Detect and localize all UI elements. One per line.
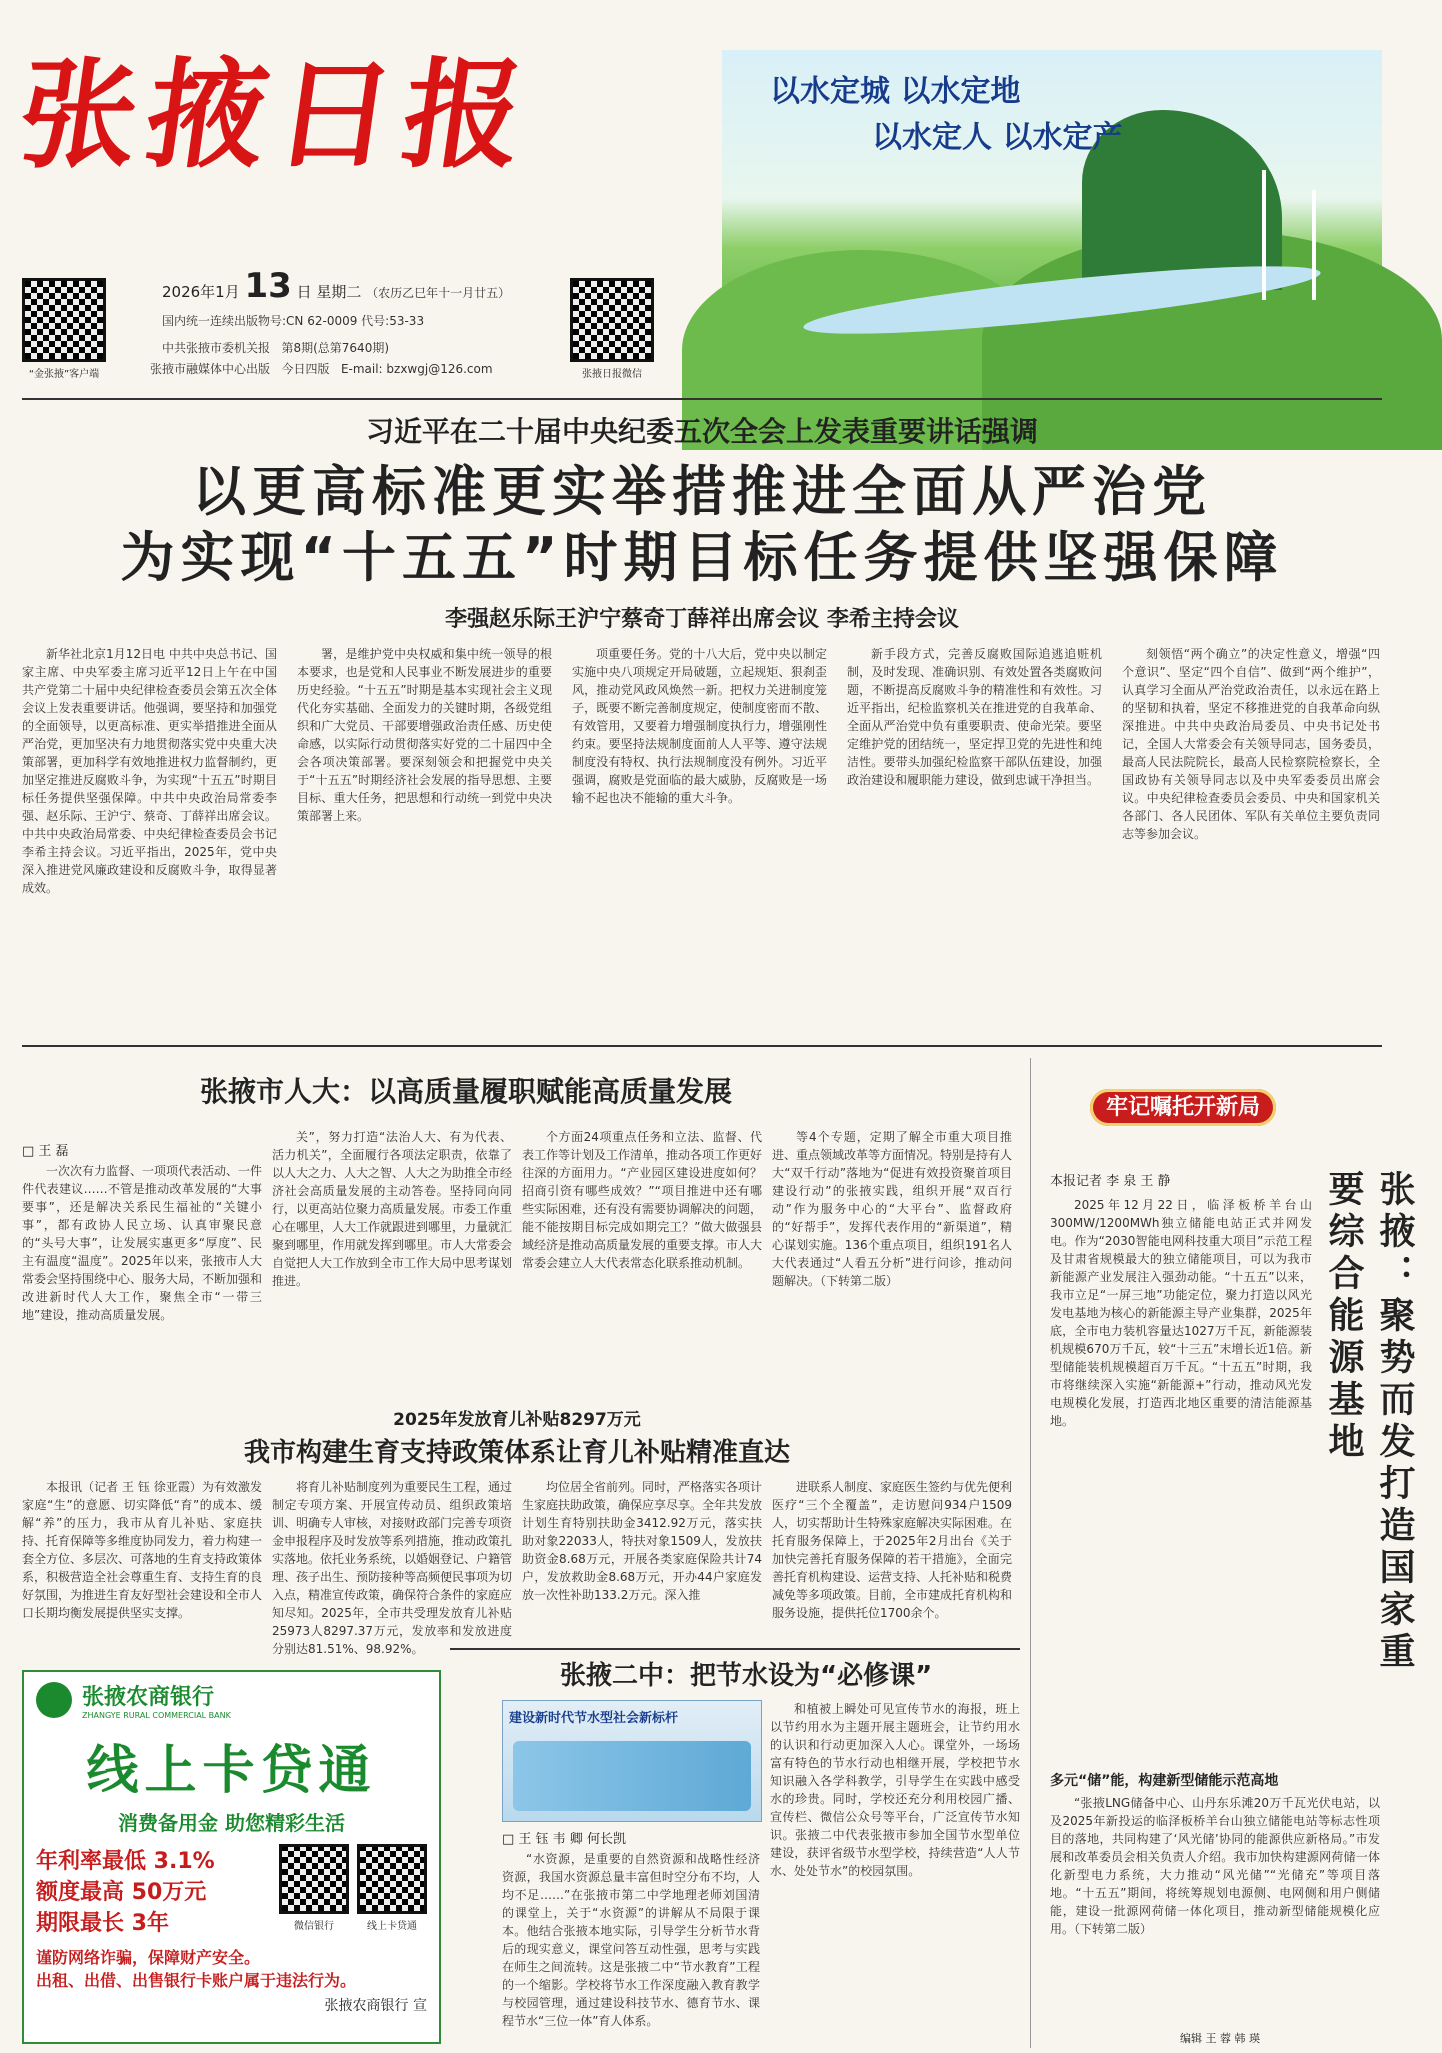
renda-column-4: 等4个专题，定期了解全市重大项目推进、重点领域改革等方面情况。特别是持有人大“双千行动”落地为“促进有效投资聚首项目建设行动”的张掖实践，组织开展“双百行动”作为服务中心的“大平台”、监督政府的“好帮手”，发挥代表作用的“新渠道”，精心谋划实施。136个重点项目，组织191名人大代表通过“人看五分析”进行问诊，推动问题解决。（下转第二版） [772, 1130, 1013, 1288]
email: E-mail: bzxwgj@126.com [340, 362, 493, 376]
banner-line1: 以水定城 以水定地 [770, 74, 1021, 109]
ad-amount: 额度最高 50万元 [36, 1880, 207, 1905]
lead-column-4: 新手段方式，完善反腐败国际追逃追赃机制，及时发现、准确识别、有效处置各类腐败问题，不断提高反腐败斗争的精准性和有效性。习近平指出，纪检监察机关在推进党的自我革命、全面从严治党中负有重要职责、使命光荣。要坚定维护党的团结统一，坚定捍卫党的先进性和纯洁性。要带头加强纪检监察干部队伍建设，加强政治建设和履职能力建设，做到忠诚干净担当。 [847, 647, 1102, 787]
renda-byline: □ 王 磊 [22, 1144, 69, 1159]
school-column-1: “水资源，是重要的自然资源和战略性经济资源，我国水资源总量丰富但时空分布不均，人均不足……”在张掖市第二中学地理老师刘国清的课堂上，关于“水资源”的讲解从不局限于课本。他结合张掖本地实际，引导学生分析节水背后的现实意义，课堂问答互动性强，思考与实践在师生之间流转。这是张掖二中“节水教育”工程的一个缩影。学校将节水工作深度融入教育教学与校园管理，通过建设科技节水、德育节水、课程节水“三位一体”育人体系。 [502, 1852, 760, 2028]
xinji-vertical-title: 张掖：聚势而发打造国家重要综合能源基地 [1323, 1170, 1415, 1674]
water-illustration [502, 1700, 762, 1822]
renda-column-1: 一次次有力监督、一项项代表活动、一件件代表建议……不管是推动改革发展的“大事要事”，还是解决关系民生福祉的“关键小事”，都有政协人民立场、认真审聚民意的“头号大事”，让发展实惠更多“厚度”、民主有温度“温度”。2025年以来，张掖市人大常委会坚持围绕中心、服务大局，不断加强和改进新时代人大工作，聚焦全市“一带三地”建设，推动高质量发展。 [22, 1164, 263, 1322]
school-column-2: 和植被上瞬处可见宣传节水的海报，班上以节约用水为主题开展主题班会，让节约用水的认识和行动更加深入人心。课堂外，一场场富有特色的节水行动也相继开展，学校把节水知识融入各学科教学，引导学生在实践中感受水的珍贵。同时，学校还充分利用校园广播、宣传栏、微信公众号等平台，广泛宣传节水知识。张掖二中代表张掖市参加全国节水型单位建设，获评省级节水型学校，持续营造“人人节水、处处节水”的校园氛围。 [770, 1702, 1020, 1878]
bank-advertisement [22, 1670, 441, 2044]
childcare-title: 我市构建生育支持政策体系让育儿补贴精准直达 [243, 1438, 790, 1468]
qr-left-label: “金张掖”客户端 [28, 369, 100, 380]
ad-footer: 张掖农商银行 宣 [324, 1998, 427, 2014]
banner-line2: 以水定人 以水定产 [872, 120, 1123, 155]
bank-logo-icon [36, 1682, 72, 1718]
ad-rate: 年利率最低 3.1% [36, 1849, 215, 1874]
water-box-label: 建设新时代节水型社会新标杆 [509, 1711, 679, 1726]
lunar-date: （农历乙巳年十一月廿五） [366, 286, 511, 300]
ad-warning-1: 谨防网络诈骗，保障财产安全。 [36, 1948, 261, 1967]
lead-title-line1: 以更高标准更实举措推进全面从严治党 [192, 460, 1212, 523]
school-title: 张掖二中：把节水设为“必修课” [560, 1661, 933, 1691]
school-byline: □ 王 钰 韦 卿 何长凯 [502, 1832, 626, 1847]
ad-product: 线上卡贷通 [86, 1741, 377, 1801]
newspaper-title: 张掖日报 [10, 45, 542, 184]
lead-column-5: 刻领悟“两个确立”的决定性意义，增强“四个意识”、坚定“四个自信”、做到“两个维护”，认真学习全面从严治党政治责任，以永远在路上的坚韧和执着，坚定不移推进党的自我革命向纵深推进。中共中央政治局委员、中央书记处书记，全国人大常委会有关领导同志，国务委员，最高人民法院院长，最高人民检察院检察长，全国政协有关领导同志以及中央军委委员出席会议。中央纪律检查委员会委员、中央和国家机关各部门、各人民团体、军队有关单位主要负责同志等参加会议。 [1122, 647, 1380, 841]
pub-number: 国内统一连续出版物号:CN 62-0009 代号:53-33 [162, 314, 425, 328]
xinji-body-2: “张掖LNG储备中心、山丹东乐滩20万千瓦光伏电站，以及2025年新投运的临泽板桥羊台山独立储能电站等标志性项目的落地，共同构建了‘风光储’协同的能源供应新格局。”市发展和改革委员会相关负责人介绍。我市加快构建源网荷储一体化新型电力系统，大力推动“风光储”“光储充”等项目落地。“十五五”期间，将统筹规划电源侧、电网侧和用户侧储能，建设一批源网荷储一体化项目，推动新型储能规模化应用。（下转第二版） [1050, 1796, 1380, 1936]
lead-column-1: 新华社北京1月12日电 中共中央总书记、国家主席、中央军委主席习近平12日上午在中国共产党第二十届中央纪律检查委员会第五次全体会议上发表重要讲话。他强调，要坚持和加强党的全面领导，以更高标准、更实举措推进全面从严治党，更加坚决有力地贯彻落实党中央重大决策部署，更加科学有效地推进权力监督制约，更加坚定推进反腐败斗争，为实现“十五五”时期目标任务提供坚强保障。中共中央政治局常委李强、赵乐际、王沪宁、蔡奇、丁薛祥出席会议。中共中央政治局常委、中央纪律检查委员会书记李希主持会议。习近平指出，2025年，党中央深入推进党风廉政建设和反腐败斗争，取得显著成效。 [22, 647, 277, 895]
childcare-column-2: 将育儿补贴制度列为重要民生工程，通过制定专项方案、开展宣传动员、组织政策培训、明确专人审核，对接财政部门完善专项资金申报程序及时发放等系列措施，推动政策扎实落地。依托业务系统，以婚姻登记、户籍管理、孩子出生、预防接种等高频便民事项为切入点，精准宣传政策，确保符合条件的家庭应知尽知。2025年，全市共受理发放育儿补贴25973人8297.37万元，发放率和发放进度分别达81.51%、98.92%。 [272, 1480, 513, 1656]
bank-name-en: ZHANGYE RURAL COMMERCIAL BANK [82, 1711, 231, 1720]
renda-column-3: 个方面24项重点任务和立法、监督、代表工作等计划及工作清单，推动各项工作更好往深的方面用力。“产业园区建设进度如何？招商引资有哪些成效？”“项目推进中还有哪些实际困难，还有没有需要协调解决的问题，能不能按期目标完成如期完工？”做大做强县域经济是推动高质量发展的重要支撑。市人大常委会建立人大代表常态化联系推动机制。 [522, 1130, 763, 1270]
ad-warning-2: 出租、出借、出售银行卡账户属于违法行为。 [36, 1971, 357, 1990]
qr-right-label: 张掖日报微信 [582, 369, 642, 380]
qr-code-icon [357, 1844, 427, 1914]
ad-term: 期限最长 3年 [36, 1911, 169, 1936]
banner-illustration [722, 50, 1382, 380]
masthead [10, 45, 700, 226]
publisher: 中共张掖市委机关报 [162, 341, 271, 355]
lead-title-line2: 为实现“十五五”时期目标任务提供坚强保障 [120, 526, 1284, 589]
date-suffix: 日 星期二 [296, 283, 362, 301]
date-prefix: 2026年1月 [162, 283, 240, 301]
qr-code-icon [22, 278, 106, 362]
lead-column-2: 署，是维护党中央权威和集中统一领导的根本要求，也是党和人民事业不断发展进步的重要历史经验。“十五五”时期是基本实现社会主义现代化夯实基础、全面发力的关键时期，各级党组织和广大党员、干部要增强政治责任感、历史使命感，以实际行动贯彻落实好党的二十届四中全会各项决策部署。要深刻领会和把握党中央关于“十五五”时期经济社会发展的指导思想、主要目标、重大任务，把思想和行动统一到党中央决策部署上来。 [297, 647, 552, 823]
date-block [162, 266, 562, 356]
issue-number: 第8期(总第7640期) [281, 341, 390, 355]
renda-column-2: 关”，努力打造“法治人大、有为代表、活力机关”，全面履行各项法定职责，依靠了以人大之力、人大之智、人大之为助推全市经济社会高质量发展的主动答卷。坚持同向同行，以更高站位聚力高质量发展。市委工作重心在哪里，人大工作就跟进到哪里，力量就汇聚到哪里，作用就发挥到哪里。市人大常委会自觉把人大工作放到全市工作大局中思考谋划推进。 [272, 1130, 513, 1288]
ad-slogan: 消费备用金 助您精彩生活 [118, 1811, 345, 1835]
xinji-badge: 牢记嘱托开新局 [1090, 1089, 1276, 1126]
bank-name: 张掖农商银行 [82, 1685, 215, 1710]
ad-qr1-label: 微信银行 [294, 1921, 334, 1932]
lead-column-3: 项重要任务。党的十八大后，党中央以制定实施中央八项规定开局破题，立起规矩、狠刹歪风，推动党风政风焕然一新。把权力关进制度笼子，既要不断完善制度规定，使制度密而不散、有效管用，又要着力增强制度执行力，增强刚性约束。要坚持法规制度面前人人平等、遵守法规制度没有特权、执行法规制度没有例外。习近平强调，腐败是党面临的最大威胁，反腐败是一场输不起也决不能输的重大斗争。 [572, 647, 827, 805]
childcare-kicker: 2025年发放育儿补贴8297万元 [393, 1410, 641, 1430]
childcare-column-3: 均位居全省前列。同时，严格落实各项计生家庭扶助政策，确保应享尽享。全年共发放计划生育特别扶助金3412.92万元，落实扶助对象22033人，特扶对象1509人，发放扶助资金8.68万元，开展各类家庭保险共计74户，发放救助金8.68万元，开办44户家庭发放一次性补助133.2万元。深入推 [522, 1480, 763, 1602]
childcare-column-4: 进联系人制度、家庭医生签约与优先便利医疗“三个全覆盖”，走访慰问934户1509人，切实帮助计生特殊家庭解决实际困难。在托育服务保障上，于2025年2月出台《关于加快完善托育服务保障的若干措施》，全面完善托育机构建设、运营支持、人托补贴和税费减免等多项政策。目前，全市建成托育机构和服务设施，提供托位1700余个。 [772, 1480, 1013, 1620]
publish-info [150, 360, 710, 377]
xinji-badge-wrap [1090, 1090, 1276, 1121]
xinji-subhead: 多元“储”能，构建新型储能示范高地 [1050, 1773, 1279, 1789]
renda-title: 张掖市人大：以高质量履职赋能高质量发展 [200, 1075, 733, 1108]
qr-code-icon [570, 278, 654, 362]
date-day: 13 [244, 266, 292, 306]
lead-subtitle: 李强赵乐际王沪宁蔡奇丁薛祥出席会议 李希主持会议 [445, 607, 959, 632]
ad-qr2-label: 线上卡贷通 [367, 1921, 417, 1932]
qr-code-icon [279, 1844, 349, 1914]
xinji-byline: 本报记者 李 泉 王 静 [1050, 1174, 1171, 1189]
media-center: 张掖市融媒体中心出版 [150, 362, 271, 376]
page-editor: 编辑 王 蓉 韩 瑛 [1180, 2032, 1260, 2045]
xinji-body-1: 2025年12月22日，临泽板桥羊台山300MW/1200MWh独立储能电站正式并网发电。作为“2030智能电网科技重大项目”示范工程及甘肃省规模最大的独立储能项目，可以为我市新能源产业发展注入强劲动能。“十五五”以来，我市立足“一屏三地”功能定位，聚力打造以风光发电基地为核心的新能源主导产业集群，2025年底，全市电力装机容量达1027万千瓦，新能源装机规模670万千瓦，较“十三五”末增长近1倍。新型储能装机规模超百万千瓦。“十五五”时期，我市将继续深入实施“新能源+”行动，推动风光发电规模化发展，打造西北地区重要的清洁能源基地。 [1050, 1198, 1312, 1428]
page-count: 今日四版 [281, 362, 330, 376]
lead-kicker: 习近平在二十届中央纪委五次全会上发表重要讲话强调 [365, 415, 1038, 448]
childcare-column-1: 本报讯（记者 王 钰 徐亚霞）为有效激发家庭“生”的意愿、切实降低“育”的成本、缓解“养”的压力，我市从育儿补贴、家庭扶持、托育保障等多维度协同发力，着力构建一套全方位、多层次、可落地的生育支持政策体系，积极营造全社会尊重生育、支持生育的良好氛围，为推进生育友好型社会建设和全市人口长期均衡发展提供坚实支撑。 [22, 1480, 263, 1620]
qr-left [22, 278, 106, 380]
